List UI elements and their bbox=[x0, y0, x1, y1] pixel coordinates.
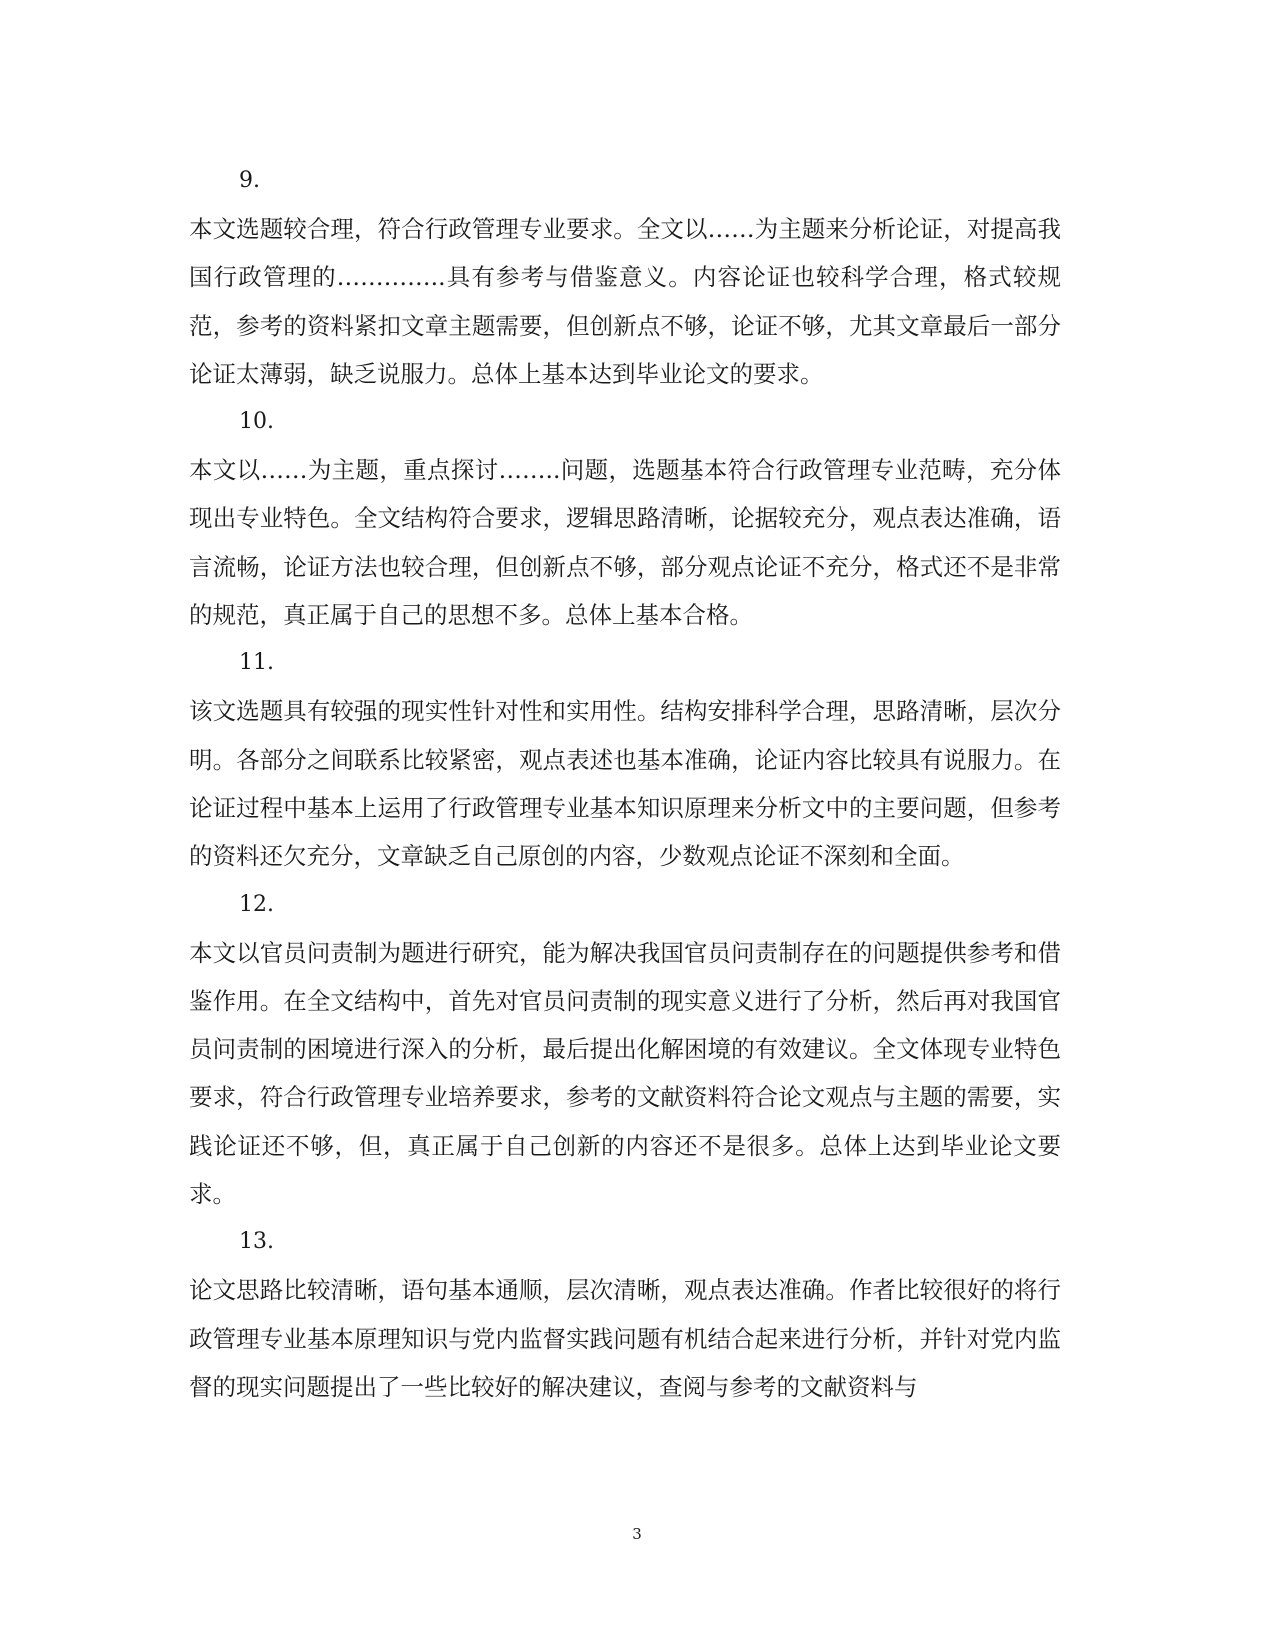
page-number: 3 bbox=[632, 1525, 642, 1543]
section-number: 9. bbox=[239, 168, 260, 193]
section-paragraph: 本文选题较合理，符合行政管理专业要求。全文以……为主题来分析论证，对提高我国行政管理的…………..具有参考与借鉴意义。内容论证也较科学合理，格式较规范，参考的资料紧扣文章主题需要，但创新点不够，论证不够，尤其文章最后一部分论证太薄弱，缺乏说服力。总体上基本达到毕业论文的要求。 bbox=[189, 215, 1061, 388]
section-paragraph: 该文选题具有较强的现实性针对性和实用性。结构安排科学合理，思路清晰，层次分明。各部分之间联系比较紧密，观点表述也基本准确，论证内容比较具有说服力。在论证过程中基本上运用了行政管理专业基本知识原理来分析文中的主要问题，但参考的资料还欠充分，文章缺乏自己原创的内容，少数观点论证不深刻和全面。 bbox=[189, 697, 1061, 871]
section-number: 12. bbox=[239, 891, 274, 917]
section-paragraph: 论文思路比较清晰，语句基本通顺，层次清晰，观点表达准确。作者比较很好的将行政管理专业基本原理知识与党内监督实践问题有机结合起来进行分析，并针对党内监督的现实问题提出了一些比较好的解决建议，查阅与参考的文献资料与 bbox=[189, 1276, 1061, 1401]
section-paragraph: 本文以官员问责制为题进行研究，能为解决我国官员问责制存在的问题提供参考和借鉴作用。在全文结构中，首先对官员问责制的现实意义进行了分析，然后再对我国官员问责制的困境进行深入的分析，最后提出化解困境的有效建议。全文体现专业特色要求，符合行政管理专业培养要求，参考的文献资料符合论文观点与主题的需要，实践论证还不够，但，真正属于自己创新的内容还不是很多。总体上达到毕业论文要求。 bbox=[189, 938, 1061, 1209]
section-paragraph: 本文以……为主题，重点探讨……..问题，选题基本符合行政管理专业范畴，充分体现出专业特色。全文结构符合要求，逻辑思路清晰，论据较充分，观点表达准确，语言流畅，论证方法也较合理，但创新点不够，部分观点论证不充分，格式还不是非常的规范，真正属于自己的思想不多。总体上基本合格。 bbox=[189, 456, 1061, 630]
section-number: 13. bbox=[239, 1229, 274, 1255]
section-number: 10. bbox=[239, 409, 274, 435]
page-body bbox=[189, 157, 1061, 1411]
section-number: 11. bbox=[239, 650, 274, 676]
